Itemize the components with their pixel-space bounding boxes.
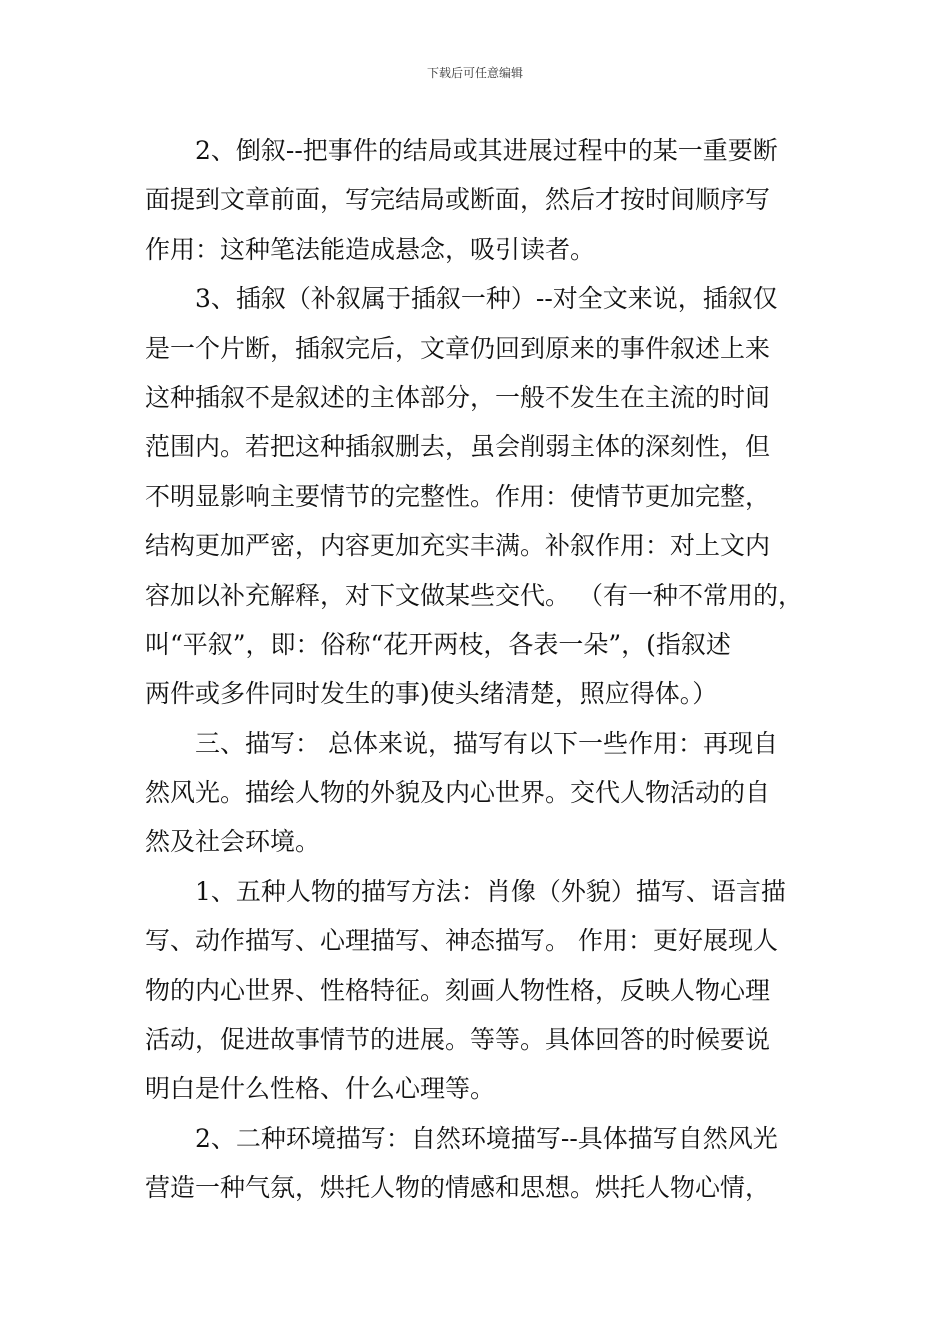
text-line: 两件或多件同时发生的事)使头绪清楚，照应得体。） <box>145 679 718 709</box>
text-line: 明白是什么性格、什么心理等。 <box>145 1074 496 1104</box>
text-line: 营造一种气氛，烘托人物的情感和思想。烘托人物心情， <box>145 1173 771 1203</box>
text-line: 范围内。若把这种插叙删去，虽会削弱主体的深刻性，但 <box>145 432 771 462</box>
text-line: 面提到文章前面，写完结局或断面，然后才按时间顺序写 <box>145 185 771 215</box>
document-body <box>145 126 825 1213</box>
text-line: 2、二种环境描写：自然环境描写--具体描写自然风光 <box>195 1123 778 1153</box>
text-line: 物的内心世界、性格特征。刻画人物性格，反映人物心理 <box>145 975 771 1005</box>
text-line: 叫“平叙”，即：俗称“花开两枝，各表一朵”，(指叙述 <box>145 629 731 659</box>
text-line: 然风光。描绘人物的外貌及内心世界。交代人物活动的自 <box>145 778 771 808</box>
text-line: 三、描写： 总体来说，描写有以下一些作用：再现自 <box>195 728 778 758</box>
text-line: 写、动作描写、心理描写、神态描写。 作用：更好展现人 <box>145 926 778 956</box>
text-line: 1、五种人物的描写方法：肖像（外貌）描写、语言描 <box>195 876 786 906</box>
text-line: 2、倒叙--把事件的结局或其进展过程中的某一重要断 <box>195 136 778 165</box>
text-line: 作用：这种笔法能造成悬念，吸引读者。 <box>145 234 596 264</box>
text-line: 容加以补充解释，对下文做某些交代。 （有一种不常用的， <box>145 580 803 610</box>
text-line: 这种插叙不是叙述的主体部分，一般不发生在主流的时间 <box>145 382 771 412</box>
text-line: 活动，促进故事情节的进展。等等。具体回答的时候要说 <box>145 1025 771 1055</box>
page-header: 下载后可任意编辑 <box>426 66 523 80</box>
text-line: 3、插叙（补叙属于插叙一种）--对全文来说，插叙仅 <box>195 284 778 314</box>
text-line: 然及社会环境。 <box>145 827 321 857</box>
text-line: 是一个片断，插叙完后，文章仍回到原来的事件叙述上来 <box>145 333 771 363</box>
text-line: 不明显影响主要情节的完整性。作用：使情节更加完整， <box>145 481 771 511</box>
text-line: 结构更加严密，内容更加充实丰满。补叙作用：对上文内 <box>145 531 771 561</box>
